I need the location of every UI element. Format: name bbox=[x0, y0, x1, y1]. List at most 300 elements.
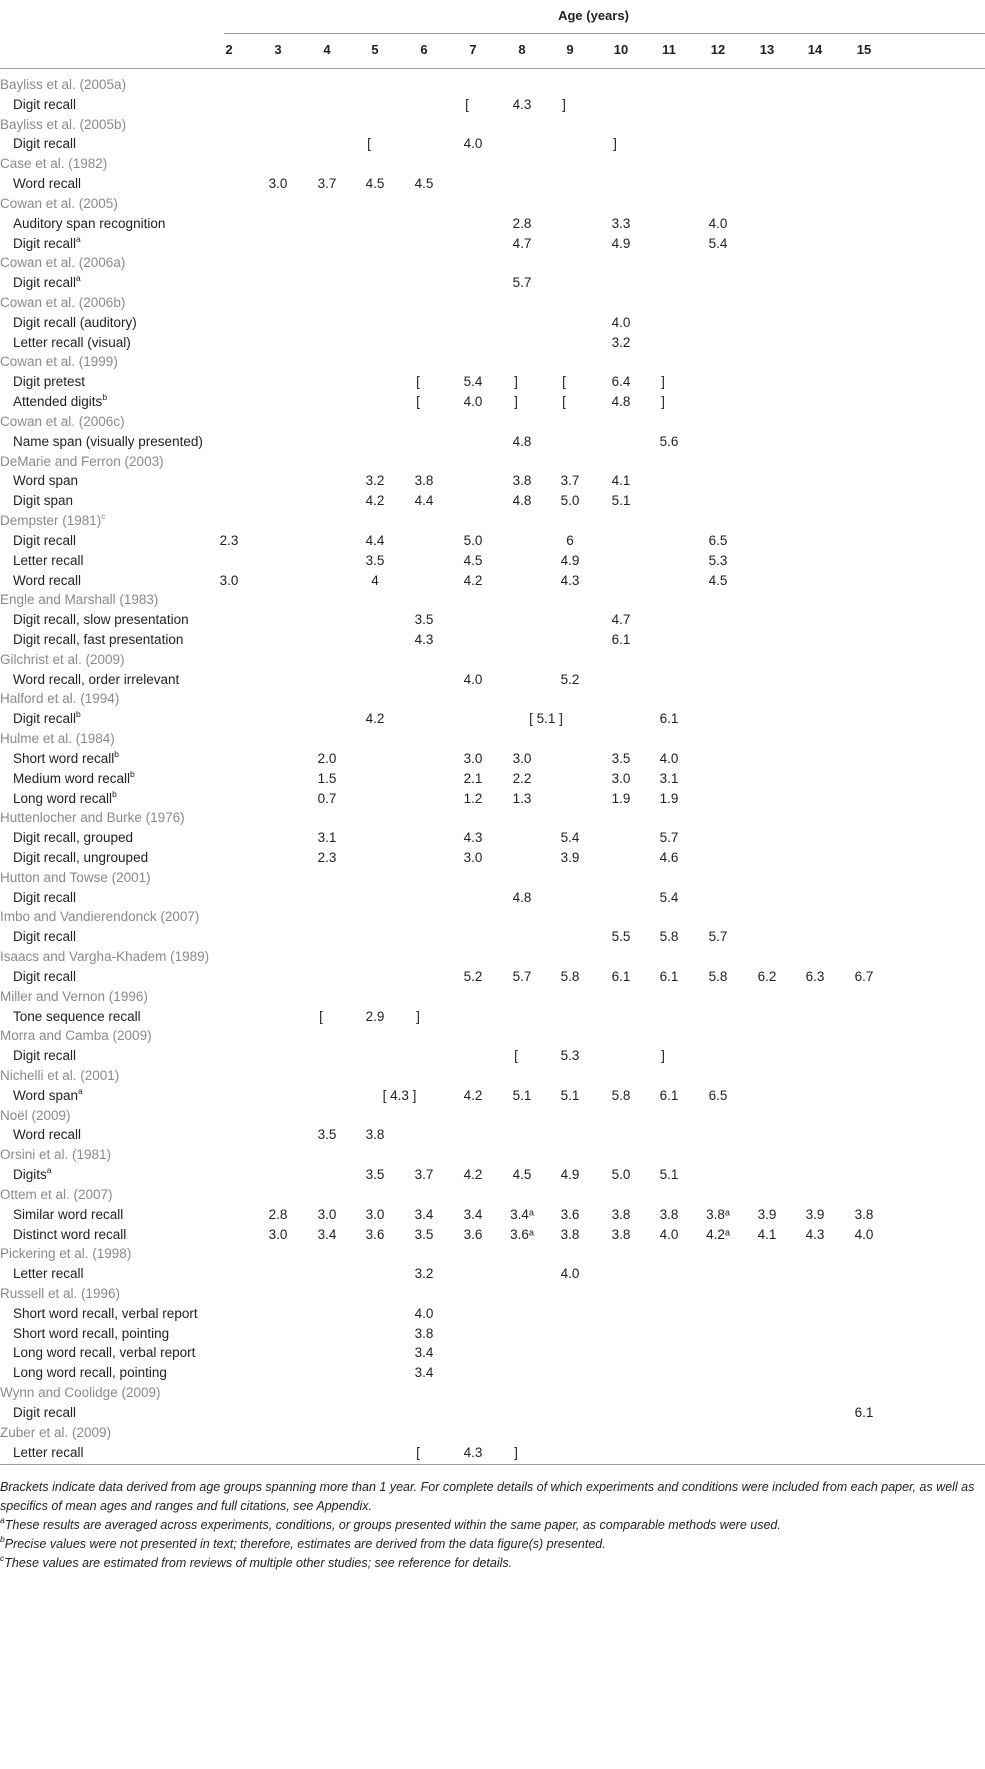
measure-label bbox=[13, 372, 85, 392]
measure-label-text: Digits bbox=[13, 1167, 47, 1182]
measure-label bbox=[13, 531, 76, 551]
age-range-bracket: [ bbox=[367, 136, 371, 151]
study-name bbox=[0, 154, 107, 174]
measure-label-text: Short word recall, pointing bbox=[13, 1326, 170, 1341]
measure-label bbox=[13, 174, 81, 194]
span-value: 3.8 bbox=[560, 1227, 580, 1242]
age-range-bracket: ] bbox=[661, 374, 665, 389]
study-name-text: Cowan et al. (2006b) bbox=[0, 295, 126, 310]
span-value: 2.2 bbox=[512, 771, 532, 786]
span-value: 3.1 bbox=[659, 771, 679, 786]
study-name bbox=[0, 1423, 111, 1443]
study-name bbox=[0, 115, 126, 135]
age-column-9: 9 bbox=[566, 42, 574, 57]
span-value: 3.4 bbox=[463, 1207, 483, 1222]
study-name-text: Isaacs and Vargha-Khadem (1989) bbox=[0, 949, 210, 964]
span-value: 4.5 bbox=[463, 553, 483, 568]
measure-label bbox=[13, 313, 137, 333]
span-value: 3.4 bbox=[414, 1365, 434, 1380]
study-name-text: Hutton and Towse (2001) bbox=[0, 870, 151, 885]
measure-label-text: Word span bbox=[13, 1088, 79, 1103]
age-range-bracket: ] bbox=[661, 394, 665, 409]
span-value: 5.2 bbox=[560, 672, 580, 687]
span-value: 3.5 bbox=[317, 1127, 337, 1142]
measure-label bbox=[13, 134, 76, 154]
span-value: 4.0 bbox=[463, 394, 483, 409]
age-header-label: Age (years) bbox=[558, 8, 629, 23]
study-name-text: Ottem et al. (2007) bbox=[0, 1187, 113, 1202]
footnote-c-text: These values are estimated from reviews of multiple other studies; see reference for details. bbox=[4, 1556, 513, 1570]
measure-label bbox=[13, 1086, 83, 1106]
span-value: 4.4 bbox=[414, 493, 434, 508]
span-value: 4.0 bbox=[708, 216, 728, 231]
span-value: 3.6 bbox=[463, 1227, 483, 1242]
age-column-6: 6 bbox=[420, 42, 428, 57]
measure-label-text: Letter recall bbox=[13, 553, 84, 568]
measure-label bbox=[13, 1125, 81, 1145]
span-value: 4.9 bbox=[560, 553, 580, 568]
span-value: 5.0 bbox=[611, 1167, 631, 1182]
study-name-text: Noël (2009) bbox=[0, 1108, 71, 1123]
study-name-text: Engle and Marshall (1983) bbox=[0, 592, 159, 607]
age-column-10: 10 bbox=[613, 42, 629, 57]
span-value: 3.6 bbox=[560, 1207, 580, 1222]
span-value: 4.9 bbox=[560, 1167, 580, 1182]
study-name bbox=[0, 194, 118, 214]
measure-label bbox=[13, 670, 179, 690]
span-value: 4.3 bbox=[463, 830, 483, 845]
measure-label bbox=[13, 789, 117, 809]
measure-label-text: Digit recall bbox=[13, 1048, 77, 1063]
span-value: 5.7 bbox=[512, 969, 532, 984]
span-value: 5.2 bbox=[463, 969, 483, 984]
span-value: 6.1 bbox=[611, 969, 631, 984]
span-value: 3.8 bbox=[365, 1127, 385, 1142]
measure-label-text: Digit recall bbox=[13, 969, 77, 984]
span-value: 6.5 bbox=[708, 533, 728, 548]
study-name-text: Cowan et al. (2006c) bbox=[0, 414, 125, 429]
measure-label bbox=[13, 1304, 198, 1324]
span-value: 4.0 bbox=[659, 751, 679, 766]
age-range-bracket: [ bbox=[319, 1009, 323, 1024]
measure-label-text: Digit recall bbox=[13, 1405, 77, 1420]
measure-label-text: Short word recall, verbal report bbox=[13, 1306, 198, 1321]
measure-label bbox=[13, 1343, 195, 1363]
measure-label-text: Attended digits bbox=[13, 394, 103, 409]
measure-label-text: Digit pretest bbox=[13, 374, 86, 389]
age-range-bracket: ] bbox=[514, 1445, 518, 1460]
age-column-5: 5 bbox=[371, 42, 379, 57]
measure-label bbox=[13, 848, 148, 868]
footnote-main: Brackets indicate data derived from age groups spanning more than 1 year. For complete details of which experiments and conditions were included from each paper, as well as specifics of mean ages and ranges and full citations, see Appendix. bbox=[0, 1480, 975, 1513]
footnote-c-marker: c bbox=[0, 1553, 5, 1563]
measure-label bbox=[13, 769, 135, 789]
measure-label bbox=[13, 551, 84, 571]
span-value: 6.4 bbox=[611, 374, 631, 389]
measure-label-text: Digit recall bbox=[13, 236, 77, 251]
span-value: 6.1 bbox=[854, 1405, 874, 1420]
age-range-bracket: ] bbox=[613, 136, 617, 151]
study-name-text: Orsini et al. (1981) bbox=[0, 1147, 112, 1162]
span-value: 3.8 bbox=[414, 1326, 434, 1341]
span-value: 5.0 bbox=[560, 493, 580, 508]
age-column-7: 7 bbox=[469, 42, 477, 57]
span-value: 3.8 bbox=[659, 1207, 679, 1222]
span-value: 3.3 bbox=[611, 216, 631, 231]
span-value: 2.1 bbox=[463, 771, 483, 786]
span-value: 3.0 bbox=[219, 573, 239, 588]
span-value: 3.8ᵃ bbox=[706, 1207, 730, 1222]
study-name bbox=[0, 987, 148, 1007]
span-value: 4.0 bbox=[560, 1266, 580, 1281]
measure-label-text: Letter recall bbox=[13, 1445, 84, 1460]
measure-label-text: Word recall bbox=[13, 1127, 82, 1142]
measure-label bbox=[13, 571, 81, 591]
span-value: 5.1 bbox=[611, 493, 631, 508]
span-value: 3.0 bbox=[611, 771, 631, 786]
span-value: 4.7 bbox=[512, 236, 532, 251]
span-value: 5.4 bbox=[708, 236, 728, 251]
measure-label-text: Letter recall bbox=[13, 1266, 84, 1281]
measure-footnote-marker: a bbox=[76, 273, 81, 283]
span-value: 3.0 bbox=[268, 1227, 288, 1242]
age-range-bracket: [ bbox=[514, 1048, 518, 1063]
span-value: 3.5 bbox=[365, 553, 385, 568]
measure-footnote-marker: b bbox=[102, 392, 108, 402]
measure-label bbox=[13, 432, 203, 452]
measure-label bbox=[13, 1007, 141, 1027]
age-range-bracket: ] bbox=[562, 97, 566, 112]
study-name-text: Case et al. (1982) bbox=[0, 156, 108, 171]
measure-label-text: Word span bbox=[13, 473, 79, 488]
age-range-bracket: [ bbox=[562, 394, 566, 409]
span-value: 6.1 bbox=[659, 969, 679, 984]
age-range-bracket: [ bbox=[465, 97, 469, 112]
measure-label-text: Digit recall bbox=[13, 929, 77, 944]
study-name-text: Morra and Camba (2009) bbox=[0, 1028, 152, 1043]
span-value: 4.5 bbox=[708, 573, 728, 588]
study-name bbox=[0, 1284, 120, 1304]
study-name-text: Wynn and Coolidge (2009) bbox=[0, 1385, 161, 1400]
measure-label bbox=[13, 1165, 52, 1185]
measure-label-text: Medium word recall bbox=[13, 771, 131, 786]
span-value: 3.9 bbox=[560, 850, 580, 865]
span-value: 3.0 bbox=[365, 1207, 385, 1222]
footnote-a-text: These results are averaged across experiments, conditions, or groups presented within the same paper, as comparable methods were used. bbox=[4, 1518, 781, 1532]
span-value: [ 4.3 ] bbox=[382, 1088, 417, 1103]
measure-label-text: Auditory span recognition bbox=[13, 216, 166, 231]
span-value: 5.7 bbox=[708, 929, 728, 944]
span-value: 1.9 bbox=[611, 791, 631, 806]
span-value: 4.4 bbox=[365, 533, 385, 548]
age-column-13: 13 bbox=[759, 42, 775, 57]
measure-footnote-marker: b bbox=[130, 769, 135, 779]
span-value: 3.6 bbox=[365, 1227, 385, 1242]
measure-label bbox=[13, 828, 133, 848]
measure-label bbox=[13, 1205, 123, 1225]
measure-label-text: Word recall bbox=[13, 573, 82, 588]
age-column-14: 14 bbox=[807, 42, 823, 57]
span-value: 5.6 bbox=[659, 434, 679, 449]
span-value: 5.8 bbox=[611, 1088, 631, 1103]
study-name-text: Bayliss et al. (2005a) bbox=[0, 77, 127, 92]
study-name bbox=[0, 511, 106, 531]
study-name bbox=[0, 1244, 131, 1264]
span-value: 3.0 bbox=[463, 850, 483, 865]
footnote-b bbox=[0, 1535, 985, 1554]
footnote-a bbox=[0, 1516, 985, 1535]
measure-label bbox=[13, 234, 81, 254]
measure-label-text: Word recall bbox=[13, 176, 82, 191]
measure-label-text: Digit recall, grouped bbox=[13, 830, 134, 845]
span-value: 2.9 bbox=[365, 1009, 385, 1024]
measure-label-text: Long word recall, verbal report bbox=[13, 1345, 196, 1360]
header-underline bbox=[224, 33, 985, 34]
span-value: 4.2ᵃ bbox=[706, 1227, 730, 1242]
span-value: 4.6 bbox=[659, 850, 679, 865]
study-name bbox=[0, 689, 119, 709]
span-value: 4.3 bbox=[560, 573, 580, 588]
study-name bbox=[0, 729, 115, 749]
measure-label bbox=[13, 927, 76, 947]
span-value: 5.7 bbox=[512, 275, 532, 290]
study-name bbox=[0, 1185, 113, 1205]
span-value: 5.8 bbox=[560, 969, 580, 984]
age-range-bracket: [ bbox=[416, 374, 420, 389]
span-value: 3.7 bbox=[414, 1167, 434, 1182]
measure-label-text: Digit recall, slow presentation bbox=[13, 612, 189, 627]
measure-label bbox=[13, 749, 119, 769]
span-value: 3.2 bbox=[365, 473, 385, 488]
span-value: 3.8 bbox=[414, 473, 434, 488]
span-value: 4.0 bbox=[414, 1306, 434, 1321]
span-value: 1.9 bbox=[659, 791, 679, 806]
span-value: 3.6ᵃ bbox=[510, 1227, 534, 1242]
study-name-text: Bayliss et al. (2005b) bbox=[0, 117, 127, 132]
measure-label-text: Digit recall bbox=[13, 136, 77, 151]
span-value: 5.4 bbox=[560, 830, 580, 845]
span-value: 4.8 bbox=[512, 434, 532, 449]
span-value: 3.5 bbox=[414, 1227, 434, 1242]
measure-label-text: Word recall, order irrelevant bbox=[13, 672, 180, 687]
age-column-12: 12 bbox=[710, 42, 726, 57]
span-value: 3.0 bbox=[317, 1207, 337, 1222]
span-value: 5.4 bbox=[463, 374, 483, 389]
span-value: 1.5 bbox=[317, 771, 337, 786]
study-name bbox=[0, 808, 185, 828]
span-value: 3.9 bbox=[805, 1207, 825, 1222]
measure-label bbox=[13, 1403, 76, 1423]
span-value: 3.2 bbox=[414, 1266, 434, 1281]
age-header bbox=[0, 6, 985, 26]
span-value: 4.3 bbox=[414, 632, 434, 647]
span-value: 3.7 bbox=[560, 473, 580, 488]
span-value: 6.2 bbox=[757, 969, 777, 984]
footnote-b-text: Precise values were not presented in text; therefore, estimates are derived from the data figure(s) presented. bbox=[4, 1537, 606, 1551]
span-value: 3.7 bbox=[317, 176, 337, 191]
span-value: 4.7 bbox=[611, 612, 631, 627]
span-value: 4.3 bbox=[512, 97, 532, 112]
span-value: 2.8 bbox=[512, 216, 532, 231]
span-value: 4.0 bbox=[463, 672, 483, 687]
study-name-text: Huttenlocher and Burke (1976) bbox=[0, 810, 185, 825]
span-value: 4.5 bbox=[512, 1167, 532, 1182]
study-name bbox=[0, 75, 126, 95]
measure-label bbox=[13, 491, 73, 511]
age-column-11: 11 bbox=[662, 42, 676, 57]
study-name-text: Cowan et al. (1999) bbox=[0, 354, 118, 369]
age-column-2: 2 bbox=[225, 42, 233, 57]
study-name-text: Cowan et al. (2006a) bbox=[0, 255, 126, 270]
study-name bbox=[0, 947, 209, 967]
measure-label bbox=[13, 1046, 76, 1066]
span-value: 5.4 bbox=[659, 890, 679, 905]
span-value: 4.0 bbox=[463, 136, 483, 151]
span-value: 1.2 bbox=[463, 791, 483, 806]
study-name-text: Halford et al. (1994) bbox=[0, 691, 120, 706]
span-value: 3.1 bbox=[317, 830, 337, 845]
span-value: 5.0 bbox=[463, 533, 483, 548]
measure-label bbox=[13, 630, 183, 650]
span-value: 3.4 bbox=[414, 1207, 434, 1222]
measure-label bbox=[13, 1264, 84, 1284]
span-value: 5.1 bbox=[659, 1167, 679, 1182]
measure-label-text: Digit recall (auditory) bbox=[13, 315, 137, 330]
age-range-bracket: [ bbox=[416, 1445, 420, 1460]
span-value: 6.1 bbox=[611, 632, 631, 647]
span-value: 4.2 bbox=[463, 1088, 483, 1103]
span-value: 6.1 bbox=[659, 1088, 679, 1103]
age-range-bracket: ] bbox=[514, 374, 518, 389]
span-value: 3.5 bbox=[414, 612, 434, 627]
measure-label-text: Long word recall, pointing bbox=[13, 1365, 167, 1380]
age-column-8: 8 bbox=[518, 42, 526, 57]
measure-label bbox=[13, 1225, 126, 1245]
span-value: 5.5 bbox=[611, 929, 631, 944]
study-name-text: Hulme et al. (1984) bbox=[0, 731, 115, 746]
measure-footnote-marker: a bbox=[76, 234, 81, 244]
span-value: 5.8 bbox=[659, 929, 679, 944]
measure-label-text: Letter recall (visual) bbox=[13, 335, 131, 350]
measure-label-text: Tone sequence recall bbox=[13, 1009, 141, 1024]
study-name bbox=[0, 868, 151, 888]
study-name bbox=[0, 352, 118, 372]
study-name bbox=[0, 1145, 111, 1165]
span-value: 5.7 bbox=[659, 830, 679, 845]
span-value: 3.4 bbox=[317, 1227, 337, 1242]
measure-label bbox=[13, 392, 107, 412]
measure-label bbox=[13, 967, 76, 987]
span-value: 3.9 bbox=[757, 1207, 777, 1222]
study-name bbox=[0, 1383, 160, 1403]
span-value: 6.5 bbox=[708, 1088, 728, 1103]
span-value: 4.5 bbox=[365, 176, 385, 191]
span-value: 3.0 bbox=[463, 751, 483, 766]
measure-label-text: Distinct word recall bbox=[13, 1227, 127, 1242]
span-value: 4.8 bbox=[512, 493, 532, 508]
study-name-text: Miller and Vernon (1996) bbox=[0, 989, 148, 1004]
span-value: 4.2 bbox=[463, 573, 483, 588]
span-value: 1.3 bbox=[512, 791, 532, 806]
span-value: 3.5 bbox=[611, 751, 631, 766]
span-value: 3.8 bbox=[611, 1207, 631, 1222]
measure-label-text: Short word recall bbox=[13, 751, 115, 766]
span-value: [ 5.1 ] bbox=[529, 711, 563, 726]
study-name-text: Nichelli et al. (2001) bbox=[0, 1068, 120, 1083]
header-bottom-rule bbox=[0, 68, 985, 69]
span-value: 2.0 bbox=[317, 751, 337, 766]
study-name bbox=[0, 1106, 71, 1126]
span-value: 3.0 bbox=[268, 176, 288, 191]
age-range-bracket: [ bbox=[416, 394, 420, 409]
study-name bbox=[0, 1026, 152, 1046]
span-value: 4.1 bbox=[757, 1227, 777, 1242]
measure-label bbox=[13, 888, 76, 908]
measure-label bbox=[13, 273, 81, 293]
span-value: 3.8 bbox=[512, 473, 532, 488]
measure-label bbox=[13, 471, 78, 491]
span-value: 5.8 bbox=[708, 969, 728, 984]
age-column-4: 4 bbox=[323, 42, 331, 57]
span-value: 4.0 bbox=[611, 315, 631, 330]
span-value: 6.1 bbox=[659, 711, 679, 726]
measure-footnote-marker: b bbox=[112, 789, 117, 799]
span-value: 4.8 bbox=[512, 890, 532, 905]
span-value: 3.4ᵃ bbox=[510, 1207, 534, 1222]
table-bottom-rule bbox=[0, 1464, 985, 1465]
span-value: 3.4 bbox=[414, 1345, 434, 1360]
span-value: 2.3 bbox=[219, 533, 239, 548]
study-name-text: Dempster (1981) bbox=[0, 513, 102, 528]
measure-label bbox=[13, 610, 189, 630]
study-name-text: Zuber et al. (2009) bbox=[0, 1425, 112, 1440]
measure-footnote-marker: a bbox=[78, 1086, 83, 1096]
span-value: 4.3 bbox=[805, 1227, 825, 1242]
measure-footnote-marker: b bbox=[76, 709, 81, 719]
span-value: 3.5 bbox=[365, 1167, 385, 1182]
span-value: 4.1 bbox=[611, 473, 631, 488]
age-column-15: 15 bbox=[856, 42, 872, 57]
measure-label bbox=[13, 214, 165, 234]
span-value: 6.7 bbox=[854, 969, 874, 984]
measure-label-text: Digit recall bbox=[13, 533, 77, 548]
span-value: 4.0 bbox=[659, 1227, 679, 1242]
study-footnote-marker: c bbox=[101, 511, 106, 521]
study-name bbox=[0, 1066, 119, 1086]
study-name-text: Imbo and Vandierendonck (2007) bbox=[0, 909, 200, 924]
measure-label bbox=[13, 1443, 84, 1463]
measure-label-text: Digit recall bbox=[13, 711, 77, 726]
study-name-text: Russell et al. (1996) bbox=[0, 1286, 121, 1301]
span-value: 5.1 bbox=[512, 1088, 532, 1103]
measure-label bbox=[13, 95, 76, 115]
measure-label bbox=[13, 709, 81, 729]
span-value: 5.1 bbox=[560, 1088, 580, 1103]
span-value: 3.0 bbox=[512, 751, 532, 766]
age-range-bracket: ] bbox=[514, 394, 518, 409]
age-range-bracket: ] bbox=[661, 1048, 665, 1063]
age-column-3: 3 bbox=[274, 42, 282, 57]
study-name bbox=[0, 293, 125, 313]
span-value: 4.2 bbox=[365, 493, 385, 508]
study-name-text: Cowan et al. (2005) bbox=[0, 196, 118, 211]
span-value: 4.2 bbox=[365, 711, 385, 726]
study-name bbox=[0, 650, 125, 670]
span-value: 3.8 bbox=[611, 1227, 631, 1242]
study-name bbox=[0, 907, 199, 927]
span-value: 6.3 bbox=[805, 969, 825, 984]
study-name-text: Gilchrist et al. (2009) bbox=[0, 652, 125, 667]
